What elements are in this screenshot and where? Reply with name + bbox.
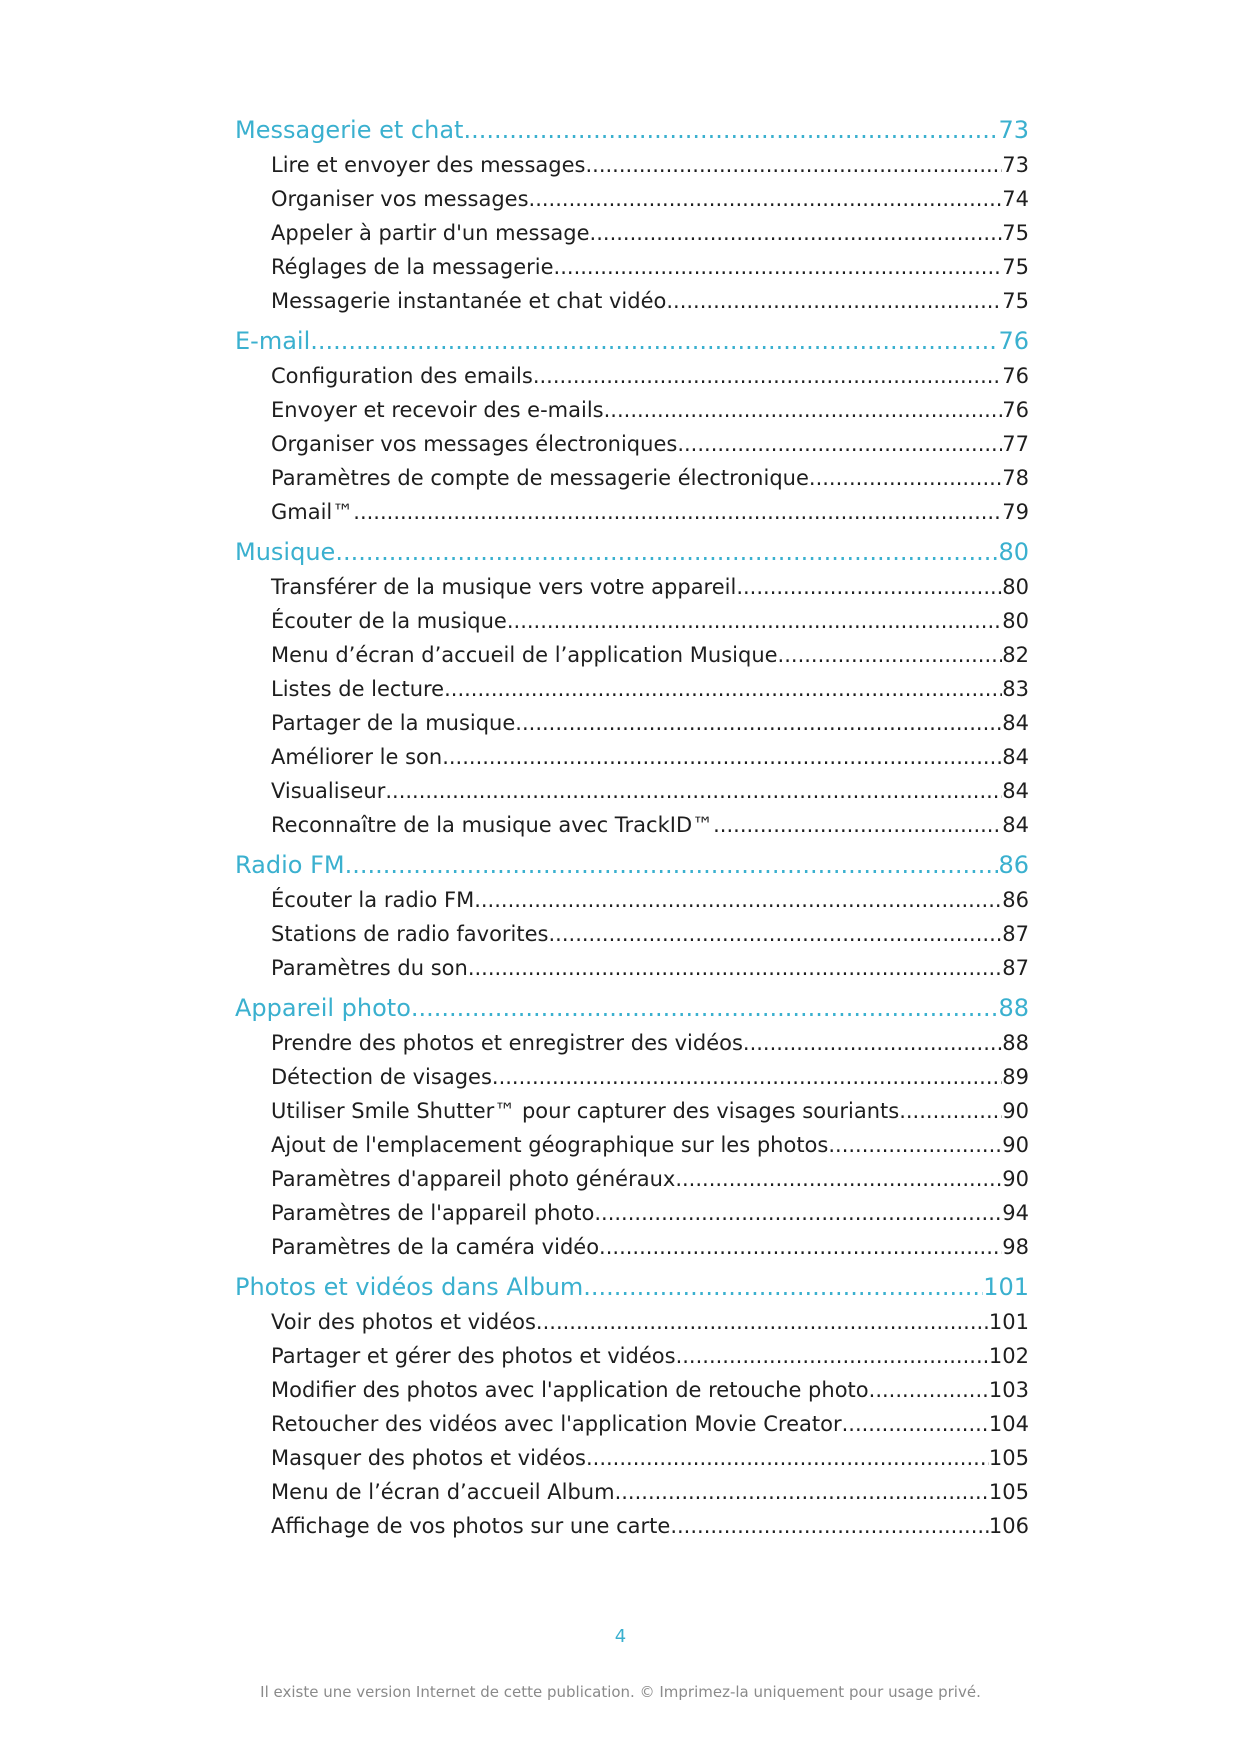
dot-leader <box>828 1128 1002 1162</box>
dot-leader <box>463 112 998 148</box>
toc-subentry[interactable] <box>235 148 1029 182</box>
toc-subentry[interactable] <box>235 427 1029 461</box>
toc-subentry-title: Partager et gérer des photos et vidéos <box>271 1344 676 1368</box>
toc-subentry-page: 90 <box>1002 1099 1029 1123</box>
toc-subentry-title: Voir des photos et vidéos <box>271 1310 536 1334</box>
toc-subentry[interactable] <box>235 638 1029 672</box>
toc-subentry-title: Partager de la musique <box>271 711 516 735</box>
dot-leader <box>335 534 998 570</box>
toc-subentry-page: 105 <box>988 1446 1029 1470</box>
toc-chapter-page: 80 <box>998 538 1029 566</box>
toc-subentry-page: 73 <box>1002 153 1029 177</box>
toc-subentry-title: Transférer de la musique vers votre appareil <box>271 575 737 599</box>
toc-subentry-title: Menu de l’écran d’accueil Album <box>271 1480 615 1504</box>
toc-section <box>235 1269 1029 1543</box>
toc-subentry-page: 84 <box>1002 813 1029 837</box>
toc-chapter-title: Musique <box>235 538 336 566</box>
toc-subentry-title: Réglages de la messagerie <box>271 255 554 279</box>
toc-chapter-entry[interactable] <box>235 534 1029 570</box>
toc-subentry-title: Visualiseur <box>271 779 386 803</box>
toc-chapter-page: 88 <box>998 994 1029 1022</box>
toc-subentry-title: Affichage de vos photos sur une carte <box>271 1514 671 1538</box>
toc-subentry-title: Écouter la radio FM <box>271 888 475 912</box>
toc-subentry[interactable] <box>235 951 1029 985</box>
dot-leader <box>529 182 1003 216</box>
dot-leader <box>666 284 1002 318</box>
dot-leader <box>778 638 1003 672</box>
toc-subentry-page: 76 <box>1002 398 1029 422</box>
toc-subentry-title: Reconnaître de la musique avec TrackID™ <box>271 813 714 837</box>
toc-chapter-page: 76 <box>998 327 1029 355</box>
toc-chapter-page: 86 <box>998 851 1029 879</box>
dot-leader <box>842 1407 989 1441</box>
dot-leader <box>345 847 999 883</box>
toc-section <box>235 323 1029 529</box>
toc-subentry-title: Masquer des photos et vidéos <box>271 1446 586 1470</box>
dot-leader <box>713 808 1002 842</box>
toc-subentry[interactable] <box>235 1060 1029 1094</box>
dot-leader <box>585 148 1002 182</box>
toc-subentry[interactable] <box>235 706 1029 740</box>
toc-subentry-page: 78 <box>1002 466 1029 490</box>
toc-subentry[interactable] <box>235 808 1029 842</box>
dot-leader <box>583 1269 983 1305</box>
toc-subentry-page: 98 <box>1002 1235 1029 1259</box>
toc-subentry-title: Stations de radio favorites <box>271 922 549 946</box>
toc-chapter-title: Radio FM <box>235 851 345 879</box>
toc-chapter-entry[interactable] <box>235 112 1029 148</box>
dot-leader <box>676 1339 989 1373</box>
toc-subentry-page: 79 <box>1002 500 1029 524</box>
toc-subentry-page: 74 <box>1002 187 1029 211</box>
toc-subentry-page: 86 <box>1002 888 1029 912</box>
toc-subentry-page: 82 <box>1002 643 1029 667</box>
toc-chapter-entry[interactable] <box>235 847 1029 883</box>
toc-subentry[interactable] <box>235 393 1029 427</box>
toc-subentry-title: Détection de visages <box>271 1065 492 1089</box>
toc-subentry-title: Prendre des photos et enregistrer des vidéos <box>271 1031 743 1055</box>
dot-leader <box>670 1509 989 1543</box>
page-number: 4 <box>614 1626 627 1647</box>
toc-subentry-page: 83 <box>1002 677 1029 701</box>
dot-leader <box>675 1162 1002 1196</box>
toc-chapter-title: E-mail <box>235 327 311 355</box>
toc-subentry-page: 87 <box>1002 956 1029 980</box>
toc-subentry-page: 87 <box>1002 922 1029 946</box>
toc-subentry[interactable] <box>235 1094 1029 1128</box>
toc-subentry-title: Gmail™ <box>271 500 354 524</box>
toc-subentry-page: 84 <box>1002 711 1029 735</box>
toc-subentry-title: Organiser vos messages <box>271 187 529 211</box>
toc-subentry-title: Améliorer le son <box>271 745 443 769</box>
dot-leader <box>474 883 1002 917</box>
toc-subentry-page: 75 <box>1002 255 1029 279</box>
toc-section <box>235 534 1029 842</box>
toc-chapter-title: Messagerie et chat <box>235 116 464 144</box>
toc-subentry-page: 104 <box>988 1412 1029 1436</box>
dot-leader <box>743 1026 1002 1060</box>
toc-subentry[interactable] <box>235 1162 1029 1196</box>
toc-subentry[interactable] <box>235 774 1029 808</box>
toc-subentry-title: Paramètres du son <box>271 956 468 980</box>
toc-subentry-title: Messagerie instantanée et chat vidéo <box>271 289 667 313</box>
toc-subentry[interactable] <box>235 284 1029 318</box>
toc-subentry-page: 101 <box>988 1310 1029 1334</box>
toc-section <box>235 112 1029 318</box>
toc-subentry[interactable] <box>235 216 1029 250</box>
dot-leader <box>677 427 1002 461</box>
toc-subentry-title: Listes de lecture <box>271 677 445 701</box>
toc-subentry-title: Paramètres de compte de messagerie électronique <box>271 466 809 490</box>
toc-subentry[interactable] <box>235 1407 1029 1441</box>
dot-leader <box>599 1230 1002 1264</box>
toc-subentry-page: 84 <box>1002 745 1029 769</box>
toc-subentry[interactable] <box>235 1128 1029 1162</box>
dot-leader <box>736 570 1002 604</box>
toc-subentry[interactable] <box>235 1509 1029 1543</box>
toc-subentry-page: 89 <box>1002 1065 1029 1089</box>
dot-leader <box>353 495 1002 529</box>
dot-leader <box>549 917 1003 951</box>
toc-subentry[interactable] <box>235 740 1029 774</box>
toc-subentry[interactable] <box>235 1230 1029 1264</box>
toc-subentry-title: Paramètres de la caméra vidéo <box>271 1235 600 1259</box>
toc-section <box>235 847 1029 985</box>
toc-subentry[interactable] <box>235 461 1029 495</box>
toc-subentry[interactable] <box>235 1026 1029 1060</box>
toc-subentry-page: 76 <box>1002 364 1029 388</box>
toc-subentry[interactable] <box>235 1196 1029 1230</box>
toc-subentry[interactable] <box>235 672 1029 706</box>
toc-subentry-page: 77 <box>1002 432 1029 456</box>
dot-leader <box>533 359 1002 393</box>
dot-leader <box>586 1441 989 1475</box>
toc-subentry[interactable] <box>235 1441 1029 1475</box>
toc-subentry-title: Ajout de l'emplacement géographique sur les photos <box>271 1133 829 1157</box>
dot-leader <box>615 1475 989 1509</box>
dot-leader <box>809 461 1002 495</box>
table-of-contents <box>235 112 1029 1543</box>
toc-subentry-page: 103 <box>988 1378 1029 1402</box>
toc-subentry-page: 80 <box>1002 609 1029 633</box>
toc-subentry-title: Retoucher des vidéos avec l'application Movie Creator <box>271 1412 842 1436</box>
toc-subentry-title: Paramètres de l'appareil photo <box>271 1201 595 1225</box>
toc-chapter-entry[interactable] <box>235 323 1029 359</box>
toc-chapter-page: 101 <box>983 1273 1029 1301</box>
toc-subentry[interactable] <box>235 1475 1029 1509</box>
dot-leader <box>590 216 1003 250</box>
dot-leader <box>507 604 1002 638</box>
toc-subentry[interactable] <box>235 1339 1029 1373</box>
toc-subentry-page: 75 <box>1002 221 1029 245</box>
toc-subentry[interactable] <box>235 570 1029 604</box>
toc-chapter-entry[interactable] <box>235 990 1029 1026</box>
toc-subentry-page: 80 <box>1002 575 1029 599</box>
toc-subentry-page: 88 <box>1002 1031 1029 1055</box>
toc-subentry-title: Configuration des emails <box>271 364 533 388</box>
dot-leader <box>411 990 999 1026</box>
toc-subentry-title: Utiliser Smile Shutter™ pour capturer des visages souriants <box>271 1099 900 1123</box>
toc-chapter-entry[interactable] <box>235 1269 1029 1305</box>
dot-leader <box>468 951 1002 985</box>
toc-subentry-page: 90 <box>1002 1167 1029 1191</box>
dot-leader <box>492 1060 1002 1094</box>
toc-chapter-title: Appareil photo <box>235 994 411 1022</box>
dot-leader <box>385 774 1002 808</box>
dot-leader <box>444 672 1002 706</box>
toc-subentry-title: Paramètres d'appareil photo généraux <box>271 1167 676 1191</box>
dot-leader <box>869 1373 989 1407</box>
toc-subentry-page: 106 <box>988 1514 1029 1538</box>
toc-subentry-title: Modifier des photos avec l'application de retouche photo <box>271 1378 869 1402</box>
toc-subentry[interactable] <box>235 917 1029 951</box>
toc-subentry-title: Écouter de la musique <box>271 609 507 633</box>
toc-chapter-title: Photos et vidéos dans Album <box>235 1273 584 1301</box>
dot-leader <box>310 323 998 359</box>
toc-subentry-title: Lire et envoyer des messages <box>271 153 586 177</box>
toc-subentry[interactable] <box>235 883 1029 917</box>
toc-subentry-page: 75 <box>1002 289 1029 313</box>
toc-subentry-page: 102 <box>988 1344 1029 1368</box>
toc-section <box>235 990 1029 1264</box>
toc-subentry-title: Menu d’écran d’accueil de l’application Musique <box>271 643 778 667</box>
toc-subentry-page: 105 <box>988 1480 1029 1504</box>
dot-leader <box>536 1305 989 1339</box>
dot-leader <box>899 1094 1002 1128</box>
toc-subentry[interactable] <box>235 182 1029 216</box>
toc-subentry-title: Appeler à partir d'un message <box>271 221 590 245</box>
toc-chapter-page: 73 <box>998 116 1029 144</box>
dot-leader <box>594 1196 1002 1230</box>
toc-subentry[interactable] <box>235 250 1029 284</box>
footer-notice: Il existe une version Internet de cette publication. © Imprimez-la uniquement pour usage privé. <box>260 1683 981 1701</box>
dot-leader <box>515 706 1002 740</box>
toc-subentry-title: Organiser vos messages électroniques <box>271 432 678 456</box>
dot-leader <box>604 393 1003 427</box>
toc-subentry-page: 94 <box>1002 1201 1029 1225</box>
toc-subentry[interactable] <box>235 1305 1029 1339</box>
dot-leader <box>554 250 1003 284</box>
toc-subentry[interactable] <box>235 604 1029 638</box>
toc-subentry-page: 90 <box>1002 1133 1029 1157</box>
toc-subentry-page: 84 <box>1002 779 1029 803</box>
toc-subentry[interactable] <box>235 359 1029 393</box>
toc-subentry-title: Envoyer et recevoir des e-mails <box>271 398 604 422</box>
dot-leader <box>442 740 1002 774</box>
toc-subentry[interactable] <box>235 495 1029 529</box>
toc-subentry[interactable] <box>235 1373 1029 1407</box>
